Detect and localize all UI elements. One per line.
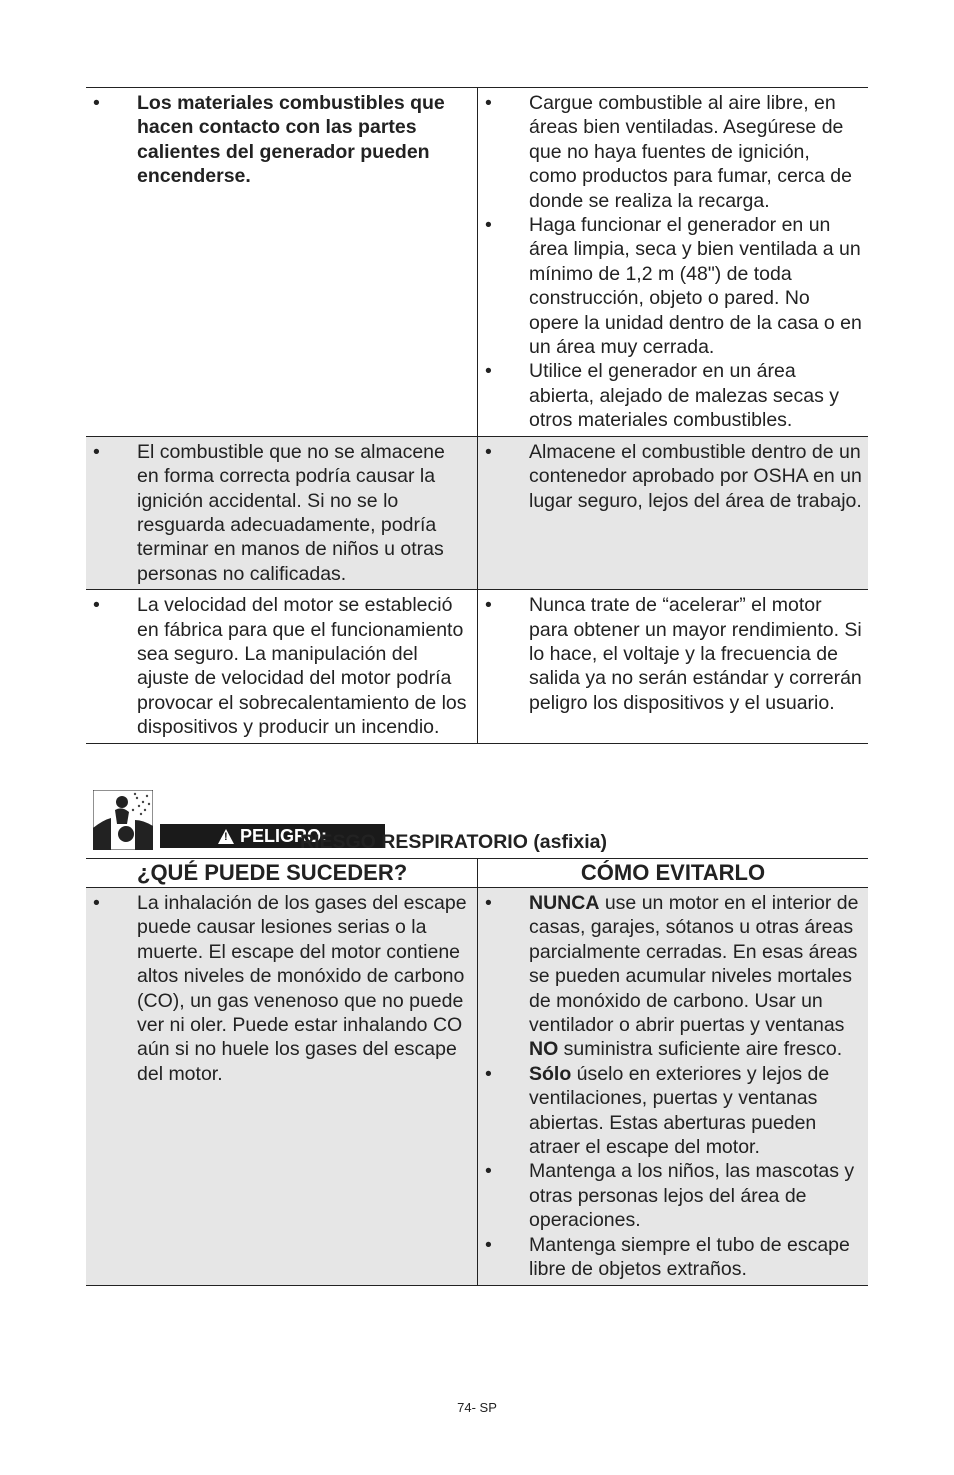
danger-header xyxy=(93,790,873,853)
list-item xyxy=(86,891,471,1086)
list-item xyxy=(478,1233,862,1282)
bullet-icon: • xyxy=(485,214,492,237)
text-segment: Los materiales combustibles que hacen contacto con las partes calientes del generador pueden encenderse. xyxy=(137,92,445,188)
item-text xyxy=(529,593,862,715)
text-segment: Utilice el generador en un área abierta, alejado de malezas secas y otros materiales combustibles. xyxy=(529,360,840,432)
bullet-icon: • xyxy=(485,1160,492,1183)
text-segment: Cargue combustible al aire libre, en áreas bien ventiladas. Asegúrese de que no haya fuentes de ignición, como productos para fumar, cerca de donde se realiza la recarga. xyxy=(529,92,852,212)
bullet-icon: • xyxy=(485,594,492,617)
text-segment: Nunca trate de “acelerar” el motor para obtener un mayor rendimiento. Si lo hace, el voltaje y la frecuencia de salida ya no serán estándar y correrán peligro los dispositivos y el usuario. xyxy=(529,594,862,714)
item-text xyxy=(529,213,862,359)
page-number: 74- SP xyxy=(457,1400,497,1415)
hazard-cell xyxy=(86,88,478,436)
list-item xyxy=(478,1159,862,1232)
text-segment: Sólo xyxy=(529,1062,572,1085)
bullet-icon: • xyxy=(485,92,492,114)
list-item xyxy=(86,440,471,586)
hazard-cell xyxy=(86,437,478,589)
text-segment: Mantenga siempre el tubo de escape libre de objetos extraños. xyxy=(529,1233,850,1281)
table-row xyxy=(86,87,868,436)
respiratory-hazard-table xyxy=(86,858,868,1286)
text-segment: La inhalación de los gases del escape puede causar lesiones serias o la muerte. El escape del motor contiene altos niveles de monóxido de carbono (CO), un gas venenoso que no puede ver ni oler. Puede estar inhalando CO aún si no huele los gases del escape del motor. xyxy=(137,892,467,1085)
text-segment: Mantenga a los niños, las mascotas y otras personas lejos del área de operaciones. xyxy=(529,1160,855,1232)
table-row xyxy=(86,888,868,1285)
text-segment: use un motor en el interior de casas, garajes, sótanos u otras áreas parcialmente cerradas. En esas áreas se pueden acumular niveles mortales de monóxido de carbono. Usar un ventilador o abrir puertas y ventanas xyxy=(529,892,859,1037)
hazard-cell xyxy=(86,888,478,1285)
bullet-icon: • xyxy=(485,360,492,383)
table-bottom-rule xyxy=(86,743,868,744)
list-item xyxy=(86,91,471,189)
item-text xyxy=(137,593,471,739)
bullet-icon: • xyxy=(93,92,100,114)
prevention-cell xyxy=(478,437,868,589)
text-segment: úselo en exteriores y lejos de ventilaciones, puertas y ventanas abiertas. Estas aberturas pueden atraer el escape del motor. xyxy=(529,1062,830,1159)
prevention-cell xyxy=(478,590,868,742)
table-bottom-rule xyxy=(86,1285,868,1286)
list-item xyxy=(478,440,862,513)
list-item xyxy=(86,593,471,739)
text-segment: La velocidad del motor se estableció en fábrica para que el funcionamiento sea seguro. La manipulación del ajuste de velocidad del motor podría provocar el sobrecalentamiento de los dispositivos y producir un incendio. xyxy=(137,594,467,739)
warning-triangle-icon xyxy=(218,829,234,844)
list-item xyxy=(478,91,862,213)
text-segment: suministra suficiente aire fresco. xyxy=(558,1038,843,1061)
danger-signal-word: PELIGRO: xyxy=(239,826,327,846)
text-segment: NUNCA xyxy=(529,892,600,914)
prevention-cell xyxy=(478,888,868,1285)
bullet-icon: • xyxy=(485,440,492,463)
bullet-icon: • xyxy=(93,594,100,617)
item-text xyxy=(529,1062,862,1160)
list-item xyxy=(478,1062,862,1160)
bullet-icon: • xyxy=(485,892,492,914)
table-row xyxy=(86,589,868,742)
bullet-icon: • xyxy=(485,1233,492,1256)
table-row xyxy=(86,436,868,589)
prevention-cell xyxy=(478,88,868,436)
text-segment: Almacene el combustible dentro de un contenedor aprobado por OSHA en un lugar seguro, lejos del área de trabajo. xyxy=(529,440,862,512)
hazard-cell xyxy=(86,590,478,742)
list-item xyxy=(478,891,862,1062)
list-item xyxy=(478,593,862,715)
item-text xyxy=(529,440,862,513)
item-text xyxy=(137,891,471,1086)
bullet-icon: • xyxy=(485,1062,492,1085)
item-text xyxy=(529,1159,862,1232)
bullet-icon: • xyxy=(93,440,100,463)
header-how-to-avoid: CÓMO EVITARLO xyxy=(580,860,766,885)
text-segment: NO xyxy=(529,1038,559,1061)
bullet-icon: • xyxy=(93,892,100,914)
list-item xyxy=(478,359,862,432)
header-what-can-happen: ¿QUÉ PUEDE SUCEDER? xyxy=(86,859,478,887)
respiratory-hazard-icon xyxy=(93,790,153,850)
text-segment: Haga funcionar el generador en un área limpia, seca y bien ventilada a un mínimo de 1,2 m (48") de toda construcción, objeto o pared. No opere la unidad dentro de la casa o en un área muy cerrada. xyxy=(529,214,862,359)
text-segment: El combustible que no se almacene en forma correcta podría causar la ignición accidental. Si no se lo resguarda adecuadamente, podría terminar en manos de niños u otras personas no calificadas. xyxy=(137,440,445,585)
table-header xyxy=(86,858,868,888)
item-text xyxy=(529,91,862,213)
item-text xyxy=(529,891,862,1062)
item-text xyxy=(529,359,862,432)
item-text xyxy=(529,1233,862,1282)
list-item xyxy=(478,213,862,359)
fire-hazard-table xyxy=(86,87,868,744)
item-text xyxy=(137,440,471,586)
item-text xyxy=(137,91,471,189)
danger-title: RIESGO RESPIRATORIO (asfixia) xyxy=(300,831,608,853)
